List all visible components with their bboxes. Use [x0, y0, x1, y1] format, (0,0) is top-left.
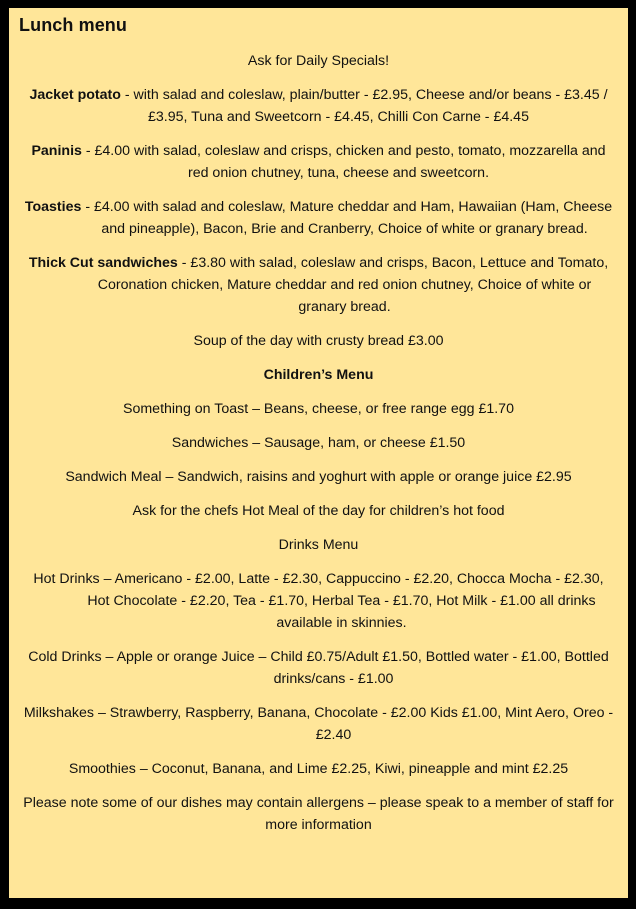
soup-of-the-day: Soup of the day with crusty bread £3.00: [193, 333, 444, 349]
drinks-menu-heading: Drinks Menu: [278, 537, 359, 553]
item-description: - £3.80 with salad, coleslaw and crisps, Bacon, Lettuce and Tomato, Coronation chicken, Mature cheddar and red onion chutney, Choice of white or granary bread.: [97, 255, 609, 315]
item-name: Paninis: [31, 143, 82, 159]
children-item-toast: Something on Toast – Beans, cheese, or free range egg £1.70: [123, 401, 514, 417]
menu-item-paninis: [21, 140, 616, 184]
drinks-item-smoothies: Smoothies – Coconut, Banana, and Lime £2.25, Kiwi, pineapple and mint £2.25: [68, 761, 569, 777]
children-item-sandwich-meal: Sandwich Meal – Sandwich, raisins and yoghurt with apple or orange juice £2.95: [65, 469, 572, 485]
drinks-item-milkshakes: Milkshakes – Strawberry, Raspberry, Banana, Chocolate - £2.00 Kids £1.00, Mint Aero, Oreo - £2.40: [23, 705, 614, 743]
item-description: - £4.00 with salad and coleslaw, Mature cheddar and Ham, Hawaiian (Ham, Cheese and pineapple), Bacon, Brie and Cranberry, Choice of white or granary bread.: [81, 199, 613, 237]
item-description: - £4.00 with salad, coleslaw and crisps, chicken and pesto, tomato, mozzarella and red onion chutney, tuna, cheese and sweetcorn.: [81, 143, 606, 181]
allergen-note: Please note some of our dishes may contain allergens – please speak to a member of staff for more information: [23, 795, 614, 833]
menu-item-toasties: [21, 196, 616, 240]
item-description: - with salad and coleslaw, plain/butter - £2.95, Cheese and/or beans - £3.45 / £3.95, Tuna and Sweetcorn - £4.45, Chilli Con Carne - £4.45: [120, 87, 608, 125]
daily-specials-note: Ask for Daily Specials!: [247, 53, 390, 69]
menu-item-thick-cut-sandwiches: [21, 252, 616, 318]
drinks-item-hot: Hot Drinks – Americano - £2.00, Latte - £2.30, Cappuccino - £2.20, Chocca Mocha - £2.30, Hot Chocolate - £2.20, Tea - £1.70, Herbal Tea - £1.70, Hot Milk - £1.00 all drinks available in skinnies.: [33, 571, 604, 631]
item-name: Jacket potato: [29, 87, 121, 103]
menu-content: [21, 50, 616, 848]
item-name: Thick Cut sandwiches: [28, 255, 178, 271]
drinks-item-cold: Cold Drinks – Apple or orange Juice – Child £0.75/Adult £1.50, Bottled water - £1.00, Bottled drinks/cans - £1.00: [28, 649, 609, 687]
children-hot-meal-note: Ask for the chefs Hot Meal of the day for children’s hot food: [132, 503, 505, 519]
menu-title: Lunch menu: [19, 15, 127, 35]
item-name: Toasties: [24, 199, 82, 215]
children-item-sandwiches: Sandwiches – Sausage, ham, or cheese £1.50: [171, 435, 466, 451]
childrens-menu-heading: Children’s Menu: [263, 367, 374, 383]
menu-page: [9, 8, 628, 898]
menu-item-jacket-potato: [21, 84, 616, 128]
